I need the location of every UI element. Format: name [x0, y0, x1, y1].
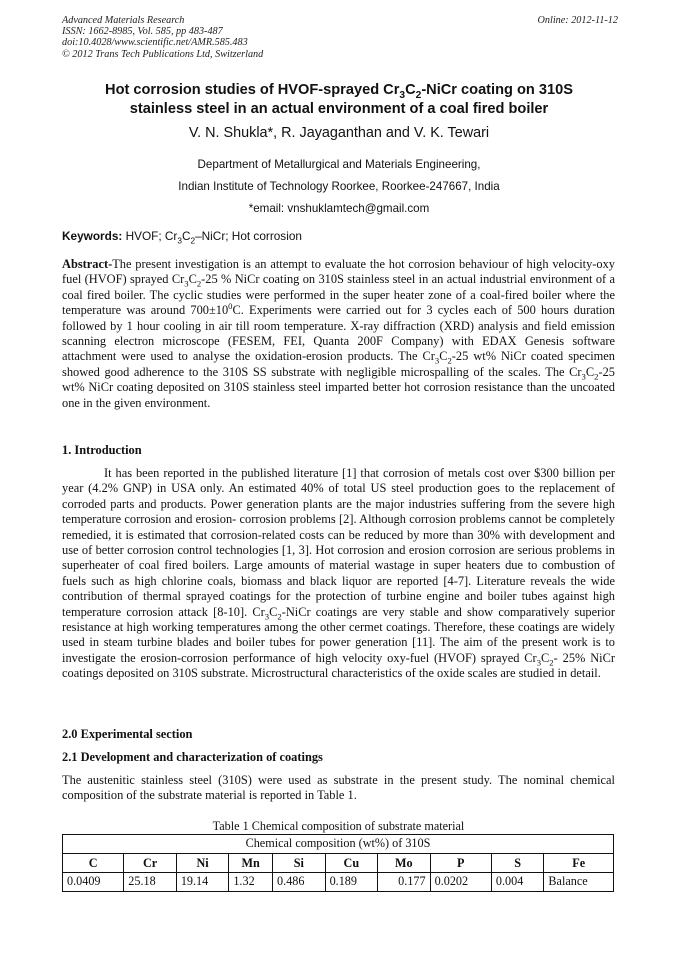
composition-table	[62, 834, 614, 892]
experimental-paragraph: The austenitic stainless steel (310S) were used as substrate in the present study. The nominal chemical composition of the substrate material is reported in Table 1.	[62, 773, 615, 803]
table-cell: 25.18	[124, 873, 177, 892]
column-header: Cr	[124, 854, 177, 873]
intro-paragraph: It has been reported in the published literature [1] that corrosion of metals cost over $300 billion per year (4.2% GNP) in USA only. An estimated 40% of total US steel production goes to the replacement of corroded parts and products. Power generation plants are the major industries suffering from the severe high temperature corrosion and erosion- corrosion problems [2]. Although corrosion problems cannot be completely remedied, it is estimated that corrosion-related costs can be reduced by more than 30% with development and use of better corrosion control technologies [1, 3]. Hot corrosion and erosion corrosion are serious problems in superheater of coal fired boilers. Large amounts of material wastage in super heaters due to combustion of fuels such as high chlorine coals, biomass and black liquor are reported [4-7]. Literature reveals the wide contribution of thermal sprayed coatings for the protection of turbine engine and boiler tubes against high temperature corrosion attack [8-10]. $Cr_3C_2$-NiCr coatings are very stable and show comparatively superior resistance at high working temperatures among the other cermet coatings. Therefore, these coatings are widely used in steam turbine blades and boiler tubes for power generation [11]. The aim of the present work is to investigate the erosion-corrosion performance of high velocity oxy-fuel (HVOF) sprayed $Cr_3C_2-$ 25% NiCr coatings deposited on 310S substrate. Microstructural characteristics of the oxide scales are studied in detail.	[62, 466, 615, 681]
column-header: C	[63, 854, 124, 873]
affiliation-institute: Indian Institute of Technology Roorkee, Roorkee-247667, India	[178, 180, 500, 193]
journal-issn: ISSN: 1662-8985, Vol. 585, pp 483-487	[62, 26, 223, 38]
author-list: V. N. Shukla*, R. Jayaganthan and V. K. Tewari	[188, 125, 490, 141]
intro-heading: 1. Introduction	[62, 443, 142, 457]
journal-name: Advanced Materials Research	[62, 15, 185, 26]
affiliation-dept: Department of Metallurgical and Materials Engineering,	[197, 158, 481, 171]
table-cell: Balance	[544, 873, 614, 892]
table-cell: 0.189	[325, 873, 378, 892]
journal-copyright: © 2012 Trans Tech Publications Ltd, Switzerland	[62, 48, 264, 60]
table-caption: Table 1 Chemical composition of substrate material	[212, 819, 465, 833]
paper-title: Hot corrosion studies of HVOF-sprayed $Cr_3C_2$-NiCr coating on 310S stainless steel in an actual environment of a coal fired boiler	[105, 82, 573, 117]
author-email: *email: vnshuklamtech@gmail.com	[248, 202, 430, 215]
table-span-header-row	[63, 835, 614, 854]
table-row	[63, 873, 614, 892]
table-header-row	[63, 854, 614, 873]
journal-header	[62, 15, 618, 60]
table-span-header: Chemical composition (wt%) of 310S	[63, 835, 614, 854]
table-cell: 0.0409	[63, 873, 124, 892]
column-header: Fe	[544, 854, 614, 873]
table-cell: 0.486	[273, 873, 326, 892]
column-header: Mn	[229, 854, 273, 873]
abstract: Abstract-The present investigation is an attempt to evaluate the hot corrosion behaviour of high velocity-oxy fuel (HVOF) sprayed $Cr_3C_2-25$ % NiCr coating on 310S stainless steel in an actual industrial environment of a coal fired boiler. The cyclic studies were performed in the super heater zone of a coal-fired boiler where the temperature was around $700\pm 10^0C$. Experiments were carried out for 3 cycles each of 500 hours duration followed by 1 hour cooling in air till room temperature. X-ray diffraction (XRD) analysis and field emission scanning electron microscope (FESEM, FEI, Quanta 200F Company) with EDAX Genesis software attachment were used to analyse the oxidation-erosion products. The $Cr_3C_2-25$ wt% NiCr coated specimen showed good adherence to the 310S SS substrate with negligible microspalling of the scales. The $Cr_3C_2-25$ wt% NiCr coating deposited on 310S stainless steel imparted better hot corrosion resistance than the uncoated one in the given environment.	[62, 257, 615, 410]
online-date: Online: 2012-11-12	[537, 15, 618, 26]
column-header: Mo	[378, 854, 431, 873]
column-header: S	[491, 854, 544, 873]
keywords-label: Keywords:	[62, 229, 123, 243]
abstract-label: Abstract-	[62, 257, 113, 271]
keywords: Keywords: HVOF; $Cr_3C_2$–NiCr; Hot corrosion	[62, 229, 302, 246]
table-cell: 1.32	[229, 873, 273, 892]
table-cell: 19.14	[176, 873, 229, 892]
coatings-subheading: 2.1 Development and characterization of coatings	[62, 750, 323, 764]
experimental-heading: 2.0 Experimental section	[62, 727, 193, 741]
column-header: Si	[273, 854, 326, 873]
table-cell: 0.0202	[430, 873, 491, 892]
column-header: Ni	[176, 854, 229, 873]
column-header: Cu	[325, 854, 378, 873]
table-cell: 0.177	[378, 873, 431, 892]
column-header: P	[430, 854, 491, 873]
title-line-2: stainless steel in an actual environment of a coal fired boiler	[129, 101, 549, 117]
table-cell: 0.004	[491, 873, 544, 892]
journal-doi: doi:10.4028/www.scientific.net/AMR.585.483	[62, 37, 248, 49]
